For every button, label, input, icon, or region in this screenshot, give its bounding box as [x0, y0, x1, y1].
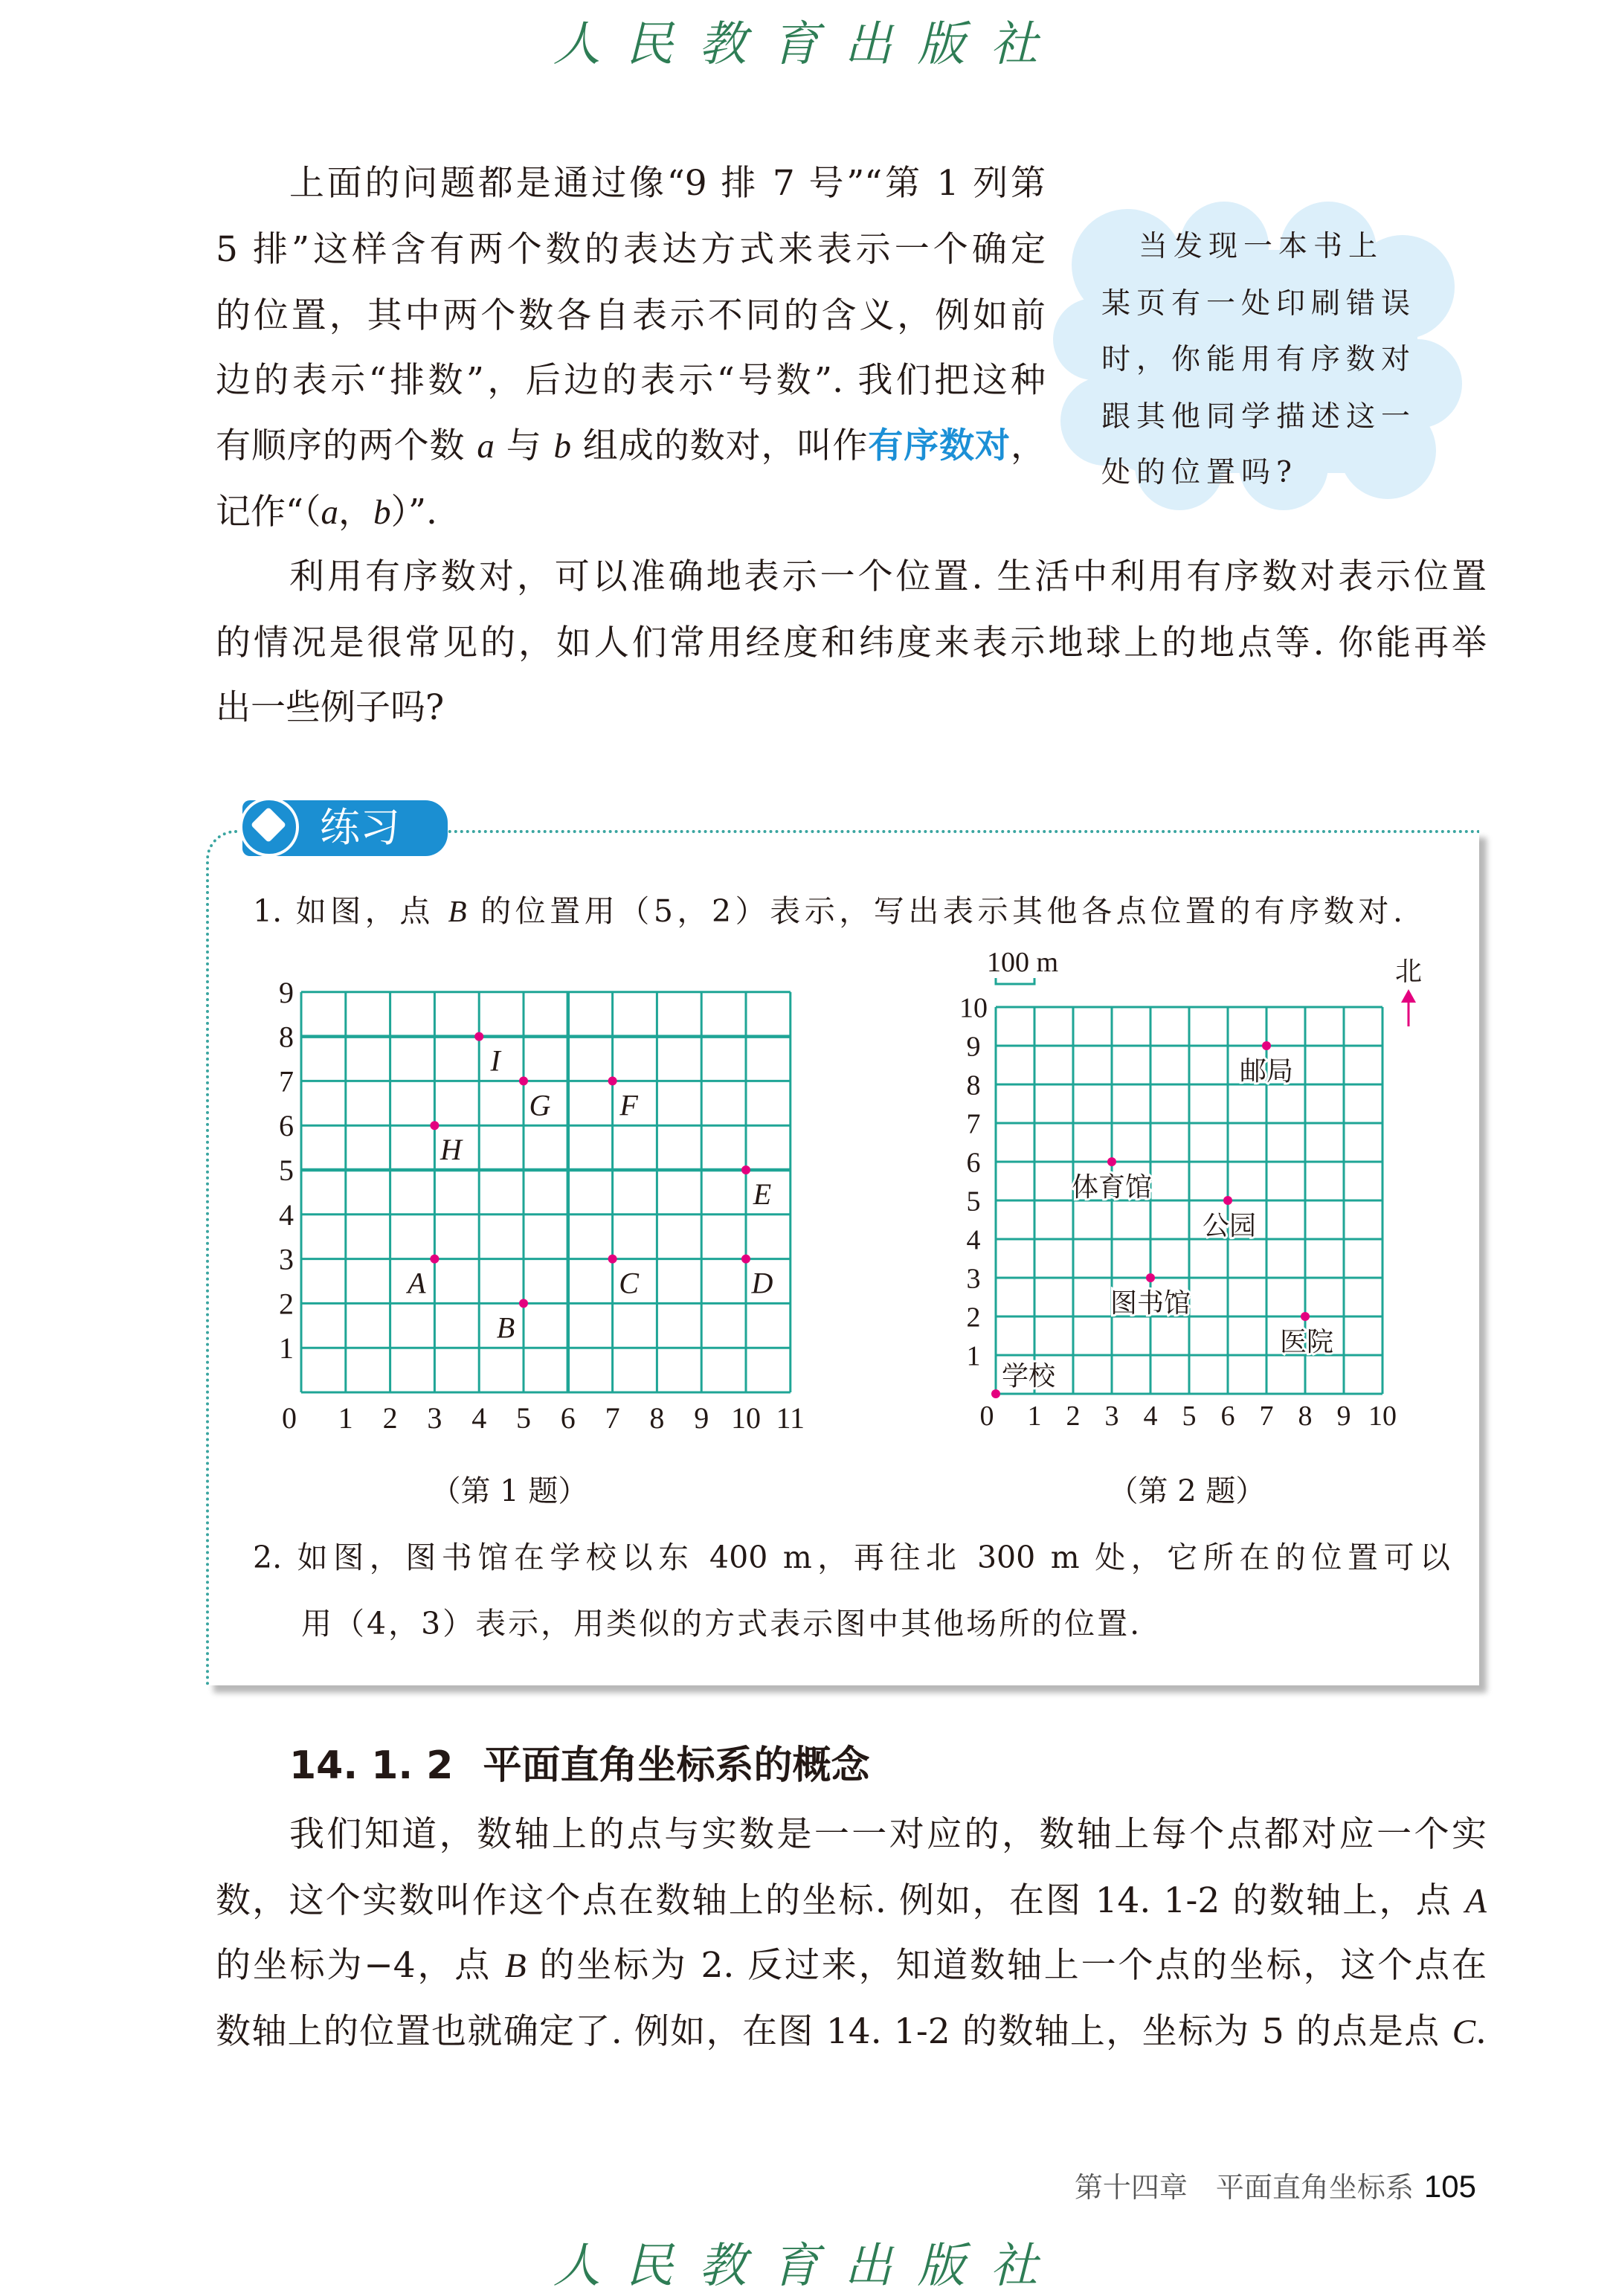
- point-label: A: [408, 1266, 426, 1300]
- text-run: .: [1475, 2011, 1487, 2052]
- place-label: 公园: [1202, 1211, 1257, 1241]
- x-tick-label: 10: [1368, 1401, 1397, 1432]
- question-2: [253, 1535, 1450, 1580]
- text-line: [216, 424, 1046, 469]
- cloud-line: [1101, 282, 1416, 327]
- y-tick-label: 4: [279, 1197, 294, 1232]
- publisher-logo-header: 人民教育出版社: [553, 17, 1063, 72]
- text-line: [216, 1943, 1487, 1988]
- y-tick-label: 2: [966, 1302, 981, 1334]
- text-line: [216, 1879, 1487, 1923]
- text-run: 的位置用（5，2）表示，写出表示其他各点位置的有序数对.: [466, 893, 1403, 929]
- y-tick-label: 8: [966, 1070, 981, 1102]
- key-term: 有序数对: [868, 425, 1011, 466]
- math-variable: B: [504, 1946, 527, 1985]
- text-run: 的情况是很常见的，如人们常用经度和纬度来表示地球上的地点等. 你能再举: [216, 623, 1487, 663]
- x-tick-label: 0: [282, 1401, 297, 1435]
- text-run: ，: [1010, 425, 1046, 466]
- x-tick-label: 5: [516, 1401, 531, 1435]
- y-tick-label: 9: [966, 1031, 981, 1063]
- point-公园: [1223, 1196, 1232, 1205]
- page-number: 105: [1423, 2169, 1476, 2204]
- text-line: [289, 1813, 1487, 1857]
- y-tick-label: 5: [966, 1186, 981, 1218]
- caption-question-2: （第 2 题）: [1108, 1474, 1266, 1508]
- x-tick-label: 11: [776, 1401, 805, 1435]
- point-label: G: [529, 1088, 551, 1122]
- text-run: ，: [338, 492, 374, 533]
- text-line: [216, 490, 437, 535]
- point-label: H: [440, 1133, 462, 1167]
- y-tick-label: 6: [966, 1147, 981, 1179]
- point-学校: [991, 1389, 1000, 1398]
- text-run: 跟其他同学描述这一: [1101, 400, 1417, 434]
- text-run: 2. 如图，图书馆在学校以东 400 m，再往北 300 m 处，它所在的位置可以: [253, 1540, 1450, 1575]
- x-tick-label: 1: [338, 1401, 353, 1435]
- x-tick-label: 6: [1220, 1401, 1235, 1432]
- text-run: 处的位置吗?: [1101, 456, 1298, 489]
- text-run: 1. 如图，点: [253, 893, 448, 929]
- point-图书馆: [1146, 1273, 1155, 1282]
- point-医院: [1301, 1312, 1310, 1321]
- math-variable: b: [373, 493, 391, 532]
- point-G: [519, 1076, 528, 1085]
- point-F: [608, 1076, 617, 1085]
- place-label: 学校: [1002, 1361, 1056, 1392]
- x-tick-label: 8: [649, 1401, 665, 1435]
- text-run: 有顺序的两个数: [216, 425, 477, 466]
- y-tick-label: 8: [279, 1020, 294, 1054]
- text-run: 我们知道，数轴上的点与实数是一一对应的，数轴上每个点都对应一个实: [289, 1814, 1487, 1855]
- north-arrowhead-icon: [1401, 989, 1416, 1003]
- point-label: F: [619, 1088, 638, 1122]
- text-line: [289, 555, 1487, 599]
- x-tick-label: 5: [1182, 1401, 1197, 1432]
- point-A: [430, 1255, 439, 1264]
- point-H: [430, 1121, 439, 1130]
- x-tick-label: 4: [471, 1401, 487, 1435]
- caption-question-1: （第 1 题）: [431, 1474, 588, 1508]
- text-run: 利用有序数对，可以准确地表示一个位置. 生活中利用有序数对表示位置: [289, 556, 1487, 597]
- x-tick-label: 7: [605, 1401, 620, 1435]
- y-tick-label: 1: [966, 1340, 981, 1372]
- exercise-title: 练习: [320, 804, 400, 851]
- x-tick-label: 4: [1143, 1401, 1158, 1432]
- text-line: [216, 358, 1046, 403]
- chart-question-1: [253, 952, 833, 1458]
- text-run: 数轴上的位置也就确定了. 例如，在图 14. 1-2 的数轴上，坐标为 5 的点是点: [216, 2011, 1452, 2052]
- text-line: [216, 621, 1487, 666]
- cloud-line: [1101, 395, 1416, 440]
- text-run: 记作“（: [216, 492, 321, 533]
- y-tick-label: 3: [279, 1242, 294, 1276]
- y-tick-label: 4: [966, 1224, 981, 1256]
- thought-cloud: [1060, 205, 1455, 507]
- text-run: 的位置，其中两个数各自表示不同的含义，例如前: [216, 295, 1046, 336]
- x-tick-label: 2: [382, 1401, 398, 1435]
- point-体育馆: [1107, 1157, 1116, 1166]
- y-tick-label: 10: [959, 992, 988, 1024]
- text-run: 边的表示“排数”，后边的表示“号数”. 我们把这种: [216, 360, 1046, 401]
- place-label: 医院: [1279, 1327, 1334, 1357]
- text-run: 5 排”这样含有两个数的表达方式来表示一个确定: [216, 229, 1046, 270]
- pencil-icon: [239, 797, 299, 857]
- text-line: [289, 161, 1046, 206]
- cloud-line: [1139, 225, 1383, 269]
- text-run: 某页有一处印刷错误: [1101, 287, 1417, 321]
- x-tick-label: 6: [560, 1401, 576, 1435]
- y-tick-label: 1: [279, 1331, 294, 1366]
- math-variable: a: [477, 427, 495, 466]
- text-run: 出一些例子吗?: [216, 687, 445, 728]
- text-run: ）”.: [390, 492, 437, 533]
- question-2-cont: [301, 1601, 1142, 1646]
- point-label: C: [619, 1266, 639, 1300]
- x-tick-label: 7: [1259, 1401, 1274, 1432]
- math-variable: B: [448, 894, 467, 928]
- x-tick-label: 9: [694, 1401, 709, 1435]
- x-tick-label: 1: [1027, 1401, 1042, 1432]
- text-run: 数，这个实数叫作这个点在数轴上的坐标. 例如，在图 14. 1-2 的数轴上，点: [216, 1880, 1466, 1921]
- y-tick-label: 7: [966, 1108, 981, 1140]
- math-variable: b: [553, 427, 571, 466]
- x-tick-label: 10: [731, 1401, 761, 1435]
- text-run: 与: [494, 425, 554, 466]
- text-run: 的坐标为 2. 反过来，知道数轴上一个点的坐标，这个点在: [526, 1945, 1487, 1986]
- y-tick-label: 9: [279, 975, 294, 1009]
- place-label: 邮局: [1239, 1056, 1294, 1087]
- text-run: 组成的数对，叫作: [571, 425, 869, 466]
- point-label: B: [496, 1311, 515, 1345]
- point-D: [741, 1255, 750, 1264]
- text-line: [216, 2010, 1487, 2054]
- point-label: I: [490, 1044, 500, 1078]
- point-B: [519, 1299, 528, 1308]
- place-label: 图书馆: [1110, 1288, 1191, 1319]
- x-tick-label: 0: [979, 1401, 994, 1432]
- x-tick-label: 3: [1104, 1401, 1119, 1432]
- cloud-line: [1101, 338, 1416, 382]
- section-number: 14. 1. 2: [289, 1743, 454, 1788]
- cloud-line: [1101, 451, 1298, 495]
- scale-bar: [996, 978, 1034, 984]
- x-tick-label: 2: [1066, 1401, 1081, 1432]
- text-line: [216, 294, 1046, 338]
- text-run: 当发现一本书上: [1139, 230, 1384, 263]
- question-1: [253, 889, 1403, 933]
- scale-label: 100 m: [986, 947, 1059, 978]
- text-run: 的坐标为−4，点: [216, 1945, 505, 1986]
- point-label: D: [751, 1266, 773, 1300]
- y-tick-label: 2: [279, 1287, 294, 1321]
- text-run: 用（4，3）表示，用类似的方式表示图中其他场所的位置.: [301, 1606, 1142, 1641]
- point-E: [741, 1165, 750, 1174]
- publisher-logo-footer: 人民教育出版社: [553, 2239, 1063, 2294]
- math-variable: A: [1465, 1882, 1487, 1920]
- text-run: 时，你能用有序数对: [1101, 343, 1417, 376]
- y-tick-label: 3: [966, 1263, 981, 1295]
- point-label: E: [753, 1177, 772, 1211]
- x-tick-label: 8: [1298, 1401, 1313, 1432]
- point-邮局: [1262, 1041, 1271, 1050]
- point-I: [474, 1032, 483, 1041]
- text-run: 上面的问题都是通过像“9 排 7 号”“第 1 列第: [289, 163, 1046, 204]
- point-C: [608, 1255, 617, 1264]
- chapter-title: 第十四章 平面直角坐标系: [1074, 2171, 1414, 2204]
- math-variable: C: [1452, 2013, 1476, 2051]
- chart-question-2: [959, 945, 1450, 1435]
- text-line: [216, 228, 1046, 272]
- x-tick-label: 3: [427, 1401, 442, 1435]
- text-line: [216, 686, 444, 730]
- y-tick-label: 6: [279, 1109, 294, 1143]
- page-footer: [1075, 2164, 1476, 2205]
- place-label: 体育馆: [1071, 1172, 1153, 1203]
- y-tick-label: 7: [279, 1064, 294, 1099]
- y-tick-label: 5: [279, 1154, 294, 1187]
- math-variable: a: [321, 493, 339, 532]
- x-tick-label: 9: [1336, 1401, 1351, 1432]
- exercise-badge: [242, 800, 448, 856]
- north-label: 北: [1394, 956, 1423, 987]
- section-title: 平面直角坐标系的概念: [483, 1743, 870, 1788]
- section-heading: [289, 1743, 899, 1788]
